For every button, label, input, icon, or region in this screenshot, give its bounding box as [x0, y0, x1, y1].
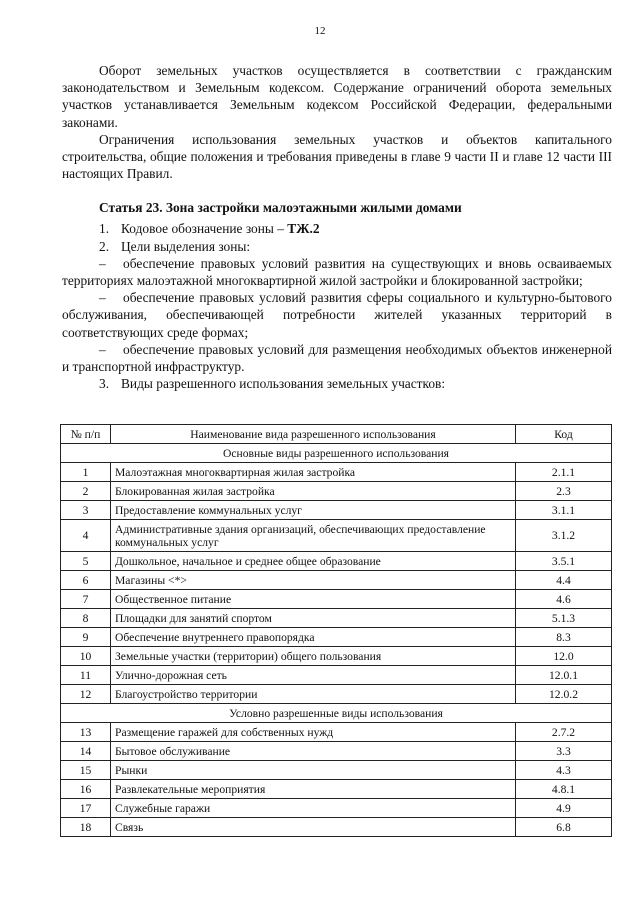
table-header-row [61, 425, 612, 444]
row-name: Предоставление коммунальных услуг [111, 501, 516, 520]
dash-bullet: – [99, 341, 106, 357]
list-item-zone-code [62, 220, 612, 237]
row-num: 4 [61, 520, 111, 552]
list-item-number: 3. [99, 376, 110, 392]
table-row [61, 761, 612, 780]
row-num: 16 [61, 780, 111, 799]
row-code: 3.1.2 [516, 520, 612, 552]
row-name: Обеспечение внутреннего правопорядка [111, 628, 516, 647]
list-item-number: 1. [99, 221, 110, 237]
row-name: Связь [111, 818, 516, 837]
row-code: 8.3 [516, 628, 612, 647]
row-code: 12.0.2 [516, 685, 612, 704]
table-row [61, 590, 612, 609]
table-row [61, 742, 612, 761]
document-body [62, 62, 612, 392]
header-num: № п/п [61, 425, 111, 444]
dash-bullet: – [99, 255, 106, 271]
row-code: 6.8 [516, 818, 612, 837]
table-row [61, 780, 612, 799]
row-num: 3 [61, 501, 111, 520]
row-name: Блокированная жилая застройка [111, 482, 516, 501]
list-item-uses [62, 375, 612, 392]
table-row [61, 552, 612, 571]
goal-text: обеспечение правовых условий развития на существующих и вновь осваиваемых территориях малоэтажной многоквартирной жилой застройки и блокированной застройки; [62, 255, 612, 289]
goal-item [62, 289, 612, 341]
row-name: Малоэтажная многоквартирная жилая застройка [111, 463, 516, 482]
row-num: 17 [61, 799, 111, 818]
row-num: 14 [61, 742, 111, 761]
section-row-conditional [61, 704, 612, 723]
row-code: 12.0.1 [516, 666, 612, 685]
row-name: Общественное питание [111, 590, 516, 609]
page-number: 12 [314, 25, 326, 37]
table-row [61, 609, 612, 628]
row-code: 4.4 [516, 571, 612, 590]
intro-paragraph-1: Оборот земельных участков осуществляется в соответствии с гражданским законодательством и Земельным кодексом. Содержание ограничений оборота земельных участков устанавливается Земельным кодексом Российской Федерации, федеральными законами. [62, 63, 612, 130]
goal-text: обеспечение правовых условий для размещения необходимых объектов инженерной и транспортной инфраструктур. [62, 341, 612, 375]
row-code: 4.6 [516, 590, 612, 609]
goal-text: обеспечение правовых условий развития сферы социального и культурно-бытового обслуживания, обеспечивающей потребности жителей указанных территорий в соответствующих среде формах; [62, 290, 612, 340]
table-row [61, 685, 612, 704]
row-num: 12 [61, 685, 111, 704]
goal-item [62, 255, 612, 289]
table-row [61, 818, 612, 837]
zone-code: ТЖ.2 [287, 221, 320, 237]
list-item-text: Виды разрешенного использования земельных участков: [121, 376, 446, 392]
row-name: Служебные гаражи [111, 799, 516, 818]
row-num: 6 [61, 571, 111, 590]
row-num: 18 [61, 818, 111, 837]
row-num: 10 [61, 647, 111, 666]
row-code: 4.8.1 [516, 780, 612, 799]
row-name: Рынки [111, 761, 516, 780]
permitted-uses-table [60, 424, 612, 837]
row-name: Дошкольное, начальное и среднее общее образование [111, 552, 516, 571]
row-code: 5.1.3 [516, 609, 612, 628]
dash-bullet: – [99, 290, 106, 306]
row-num: 5 [61, 552, 111, 571]
row-num: 1 [61, 463, 111, 482]
section-title: Условно разрешенные виды использования [61, 704, 612, 723]
row-name: Благоустройство территории [111, 685, 516, 704]
table-row [61, 799, 612, 818]
header-code: Код [516, 425, 612, 444]
list-item-number: 2. [99, 238, 110, 254]
row-name: Административные здания организаций, обеспечивающих предоставление коммунальных услуг [111, 520, 516, 552]
row-code: 2.3 [516, 482, 612, 501]
table-row [61, 571, 612, 590]
row-code: 4.3 [516, 761, 612, 780]
table-row [61, 647, 612, 666]
goal-item [62, 341, 612, 375]
row-name: Бытовое обслуживание [111, 742, 516, 761]
row-num: 11 [61, 666, 111, 685]
table-row [61, 723, 612, 742]
row-num: 8 [61, 609, 111, 628]
list-item-goals [62, 238, 612, 255]
section-title: Основные виды разрешенного использования [61, 444, 612, 463]
row-code: 4.9 [516, 799, 612, 818]
row-name: Развлекательные мероприятия [111, 780, 516, 799]
row-code: 3.1.1 [516, 501, 612, 520]
row-num: 2 [61, 482, 111, 501]
row-name: Площадки для занятий спортом [111, 609, 516, 628]
row-name: Земельные участки (территории) общего пользования [111, 647, 516, 666]
row-num: 15 [61, 761, 111, 780]
article-title: Статья 23. Зона застройки малоэтажными жилыми домами [99, 200, 462, 216]
table-row [61, 501, 612, 520]
table-row [61, 666, 612, 685]
table-row [61, 482, 612, 501]
row-num: 9 [61, 628, 111, 647]
section-row-main [61, 444, 612, 463]
table-row [61, 520, 612, 552]
table-row [61, 463, 612, 482]
row-num: 13 [61, 723, 111, 742]
row-name: Улично-дорожная сеть [111, 666, 516, 685]
row-code: 3.3 [516, 742, 612, 761]
row-num: 7 [61, 590, 111, 609]
list-item-text: Кодовое обозначение зоны – [121, 221, 288, 237]
row-code: 2.1.1 [516, 463, 612, 482]
list-item-text: Цели выделения зоны: [121, 238, 251, 254]
intro-paragraph-2: Ограничения использования земельных участков и объектов капитального строительства, общие положения и требования приведены в главе 9 части II и главе 12 части III настоящих Правил. [62, 131, 612, 182]
row-code: 3.5.1 [516, 552, 612, 571]
row-name: Магазины <*> [111, 571, 516, 590]
table-row [61, 628, 612, 647]
row-code: 2.7.2 [516, 723, 612, 742]
row-name: Размещение гаражей для собственных нужд [111, 723, 516, 742]
row-code: 12.0 [516, 647, 612, 666]
header-name: Наименование вида разрешенного использования [111, 425, 516, 444]
